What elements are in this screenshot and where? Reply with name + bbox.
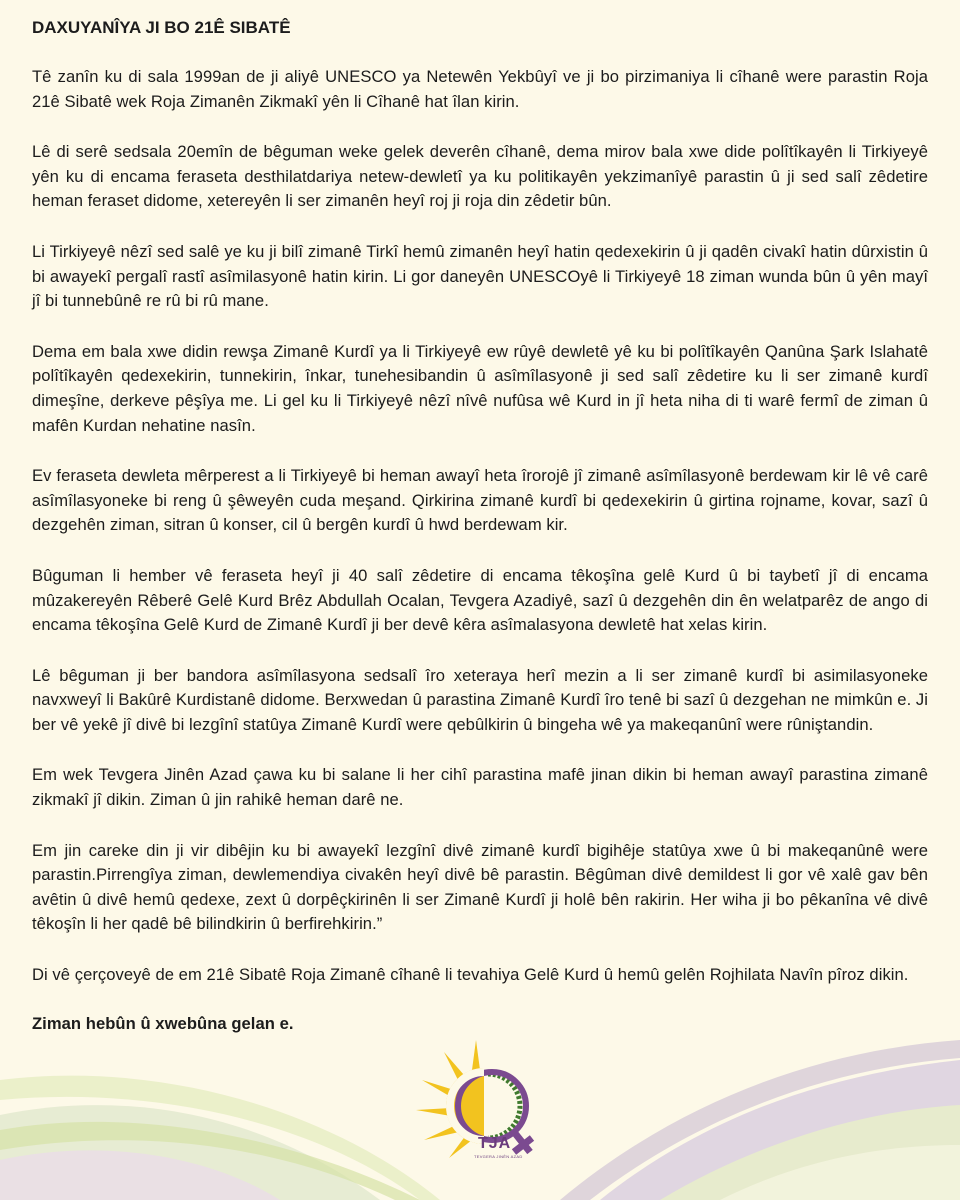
paragraph: Lê di serê sedsala 20emîn de bêguman weke gelek deverên cîhanê, dema mirov bala xwe dide polîtîkayên li Tirkiyeyê yên ku di encama feraseta desthilatdariya netew-dewletî ya ku politikayên yekzimanîyê parastin û ji sed salî zêdetire heman feraset didome, xetereyên li ser zimanên heyî roj ji roja din zêdetir bûn. [32,142,928,211]
logo-subtitle: TEVGERA JINÊN AZAD [474,1154,523,1159]
document-title: DAXUYANÎYA JI BO 21Ê SIBATÊ [32,18,291,37]
paragraph: Bûguman li hember vê feraseta heyî ji 40 salî zêdetire di encama têkoşîna gelê Kurd û bi taybetî jî di encama mûzakereyên Rêberê Gelê Kurd Brêz Abdullah Ocalan, Tevgera Azadiyê, sazî û dezgehên din ên welatparêz de ango di encama têkoşîna Gelê Kurd de Zimanê Kurdî ji ber devê kêra asîmalasyona dewletê hat xelas kirin. [32,565,928,635]
closing-line: Ziman hebûn û xwebûna gelan e. [32,1013,294,1033]
paragraph: Tê zanîn ku di sala 1999an de ji aliyê UNESCO ya Netewên Yekbûyî ve ji bo pirzimaniya li cîhanê were parastin Roja 21ê Sibatê wek Roja Zimanên Zikmakî yên li Cîhanê hat îlan kirin. [32,67,928,111]
statement-document [32,12,928,1036]
paragraph: Li Tirkiyeyê nêzî sed salê ye ku ji bilî zimanê Tirkî hemû zimanên heyî hatin qedexekirin û ji qadên civakî hatin dûrxistin û bi awayekî pergalî rastî asîmilasyonê hatin kirin. Li gor daneyên UNESCOyê li Tirkiyeyê 18 ziman wunda bûn û yên mayî jî bi tunnebûnê re rû bi rû mane. [32,241,928,311]
paragraph: Em jin careke din ji vir dibêjin ku bi awayekî lezgînî divê zimanê kurdî bigihêje statûya xwe û bi makeqanûnê were parastin.Pirrengîya ziman, dewlemendiya civakên heyî divê bê parastin. Bêgûman divê demildest li gor vê xalê gav bên avêtin û divê hemû qedexe, zext û dorpêçkirinên li ser Zimanê Kurdî ji holê bên rakirin. Her wiha ji bo pêkanîna vê divê têkoşîn li her qadê bê bilindkirin û berfirehkirin.” [32,840,928,934]
logo-name: TJA [478,1135,512,1152]
paragraph: Dema em bala xwe didin rewşa Zimanê Kurdî ya li Tirkiyeyê ew rûyê dewletê yê ku bi polîtîkayên Qanûna Şark Islahatê polîtîkayên qedexekirin, tunnekirin, înkar, tunehesibandin û asîmîlasyonê ji sed salî zêdetire ku li ser zimanê kurdî dimeşîne, derkeve pêşîya me. Li gel ku li Tirkiyeyê nêzî nîvê nufûsa wê Kurd in jî heta niha di ti warê fermî de ziman û mafên Kurdan nehatine nasîn. [32,341,928,435]
paragraph: Ev feraseta dewleta mêrperest a li Tirkiyeyê bi heman awayî heta îrorojê jî zimanê asîmîlasyonê berdewam kir lê vê carê asîmîlasyoneke bi reng û şêweyên cuda meşand. Qirkirina zimanê kurdî bi qedexekirin û girtina rojname, kovar, sazî û dezgehên ziman, sitran û konser, cil û bergên kurdî û hwd berdewam kir. [32,466,928,535]
paragraph: Em wek Tevgera Jinên Azad çawa ku bi salane li her cihî parastina mafê jinan dikin bi heman awayî parastina zimanê zikmakî jî dikin. Ziman û jin rahikê heman darê ne. [32,765,928,810]
paragraph: Di vê çerçoveyê de em 21ê Sibatê Roja Zimanê cîhanê li tevahiya Gelê Kurd û hemû gelên Rojhilata Navîn pîroz dikin. [32,965,909,985]
paragraph: Lê bêguman ji ber bandora asîmîlasyona sedsalî îro xeteraya herî mezin a li ser zimanê kurdî bi asimilasyoneke navxweyî li Bakûrê Kurdistanê didome. Berxwedan û parastina Zimanê Kurdî îro tenê bi sazî û dezgehan ne mimkûn e. Ji ber vê yekê jî divê bi lezgînî statûya Zimanê Kurdî were qebûlkirin û bingeha wê ya makeqanûnî were rûniştandin. [32,665,928,734]
